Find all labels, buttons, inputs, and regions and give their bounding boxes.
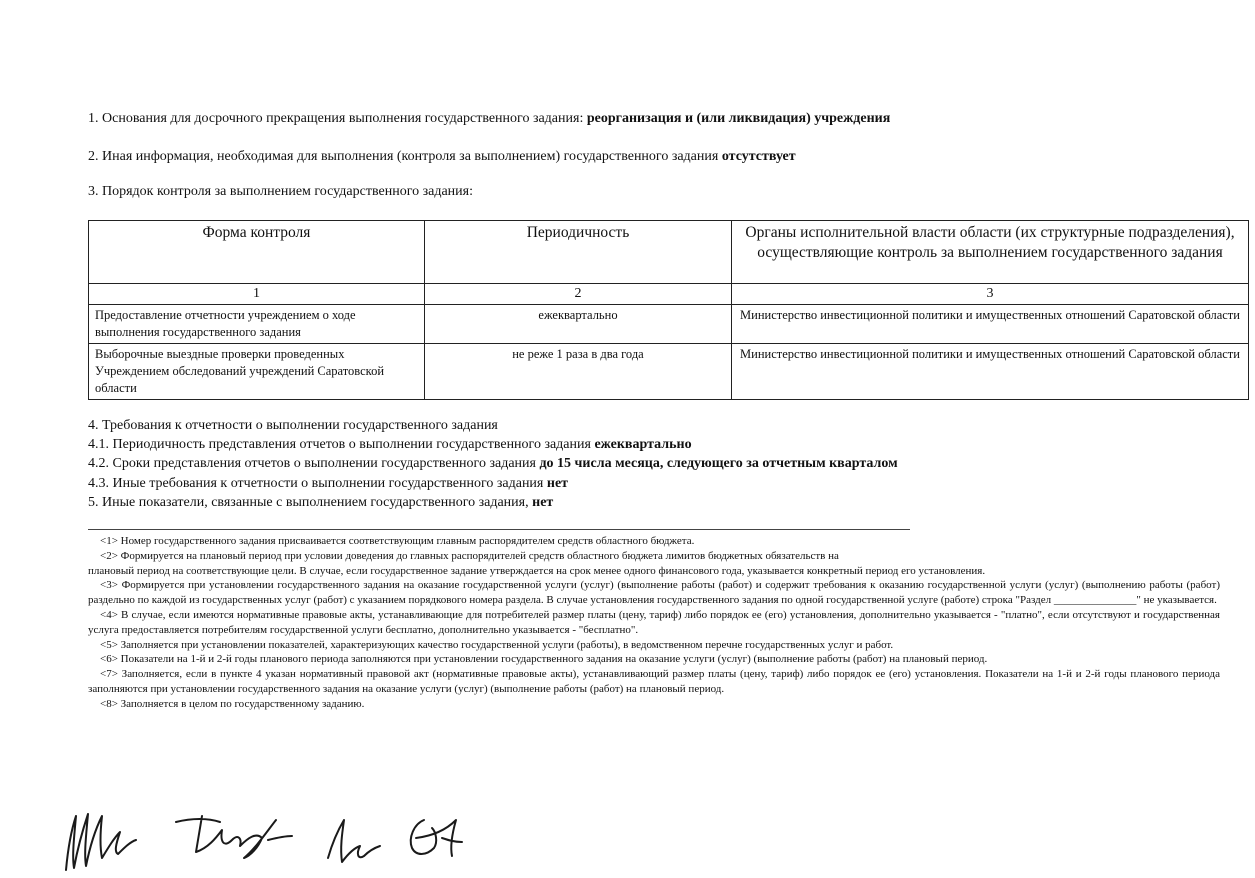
row-2-form: Выборочные выездные проверки проведенных Учреждением обследований учреждений Саратовской области bbox=[89, 344, 425, 400]
signature-1-image bbox=[58, 808, 140, 874]
requirement-4-1-text: 4.1. Периодичность представления отчетов о выполнении государственного задания bbox=[88, 437, 595, 453]
footnote-3: <3> Формируется при установлении государственного задания на оказание государственной услуги (услуг) (выполнение работы (работ) и содержит требования к оказанию государственной услуги (услуг) (выполнению работы (работ) раздельно по каждой из государственных услуг (работ) с указанием порядкового номера раздела. В случае установления государственного задания по одной государственной услуге (работе) строка "Раздел _______________" не указывается. bbox=[88, 579, 1220, 607]
section-2-value: отсутствует bbox=[721, 149, 796, 164]
table-row bbox=[89, 305, 1249, 344]
section-1-value: реорганизация и (или ликвидация) учреждения bbox=[586, 111, 891, 126]
requirement-5-text: 5. Иные показатели, связанные с выполнением государственного задания, bbox=[88, 494, 533, 510]
control-table bbox=[88, 220, 1249, 400]
requirement-5-value: нет bbox=[532, 494, 554, 510]
header-executive-bodies: Органы исполнительной власти области (их структурные подразделения), осуществляющие контроль за выполнением государственного задания bbox=[732, 221, 1249, 284]
requirement-4-2 bbox=[88, 454, 898, 473]
signature-2-image bbox=[172, 808, 297, 860]
requirement-5 bbox=[88, 493, 898, 512]
footnotes bbox=[88, 534, 1220, 712]
footnote-2: <2> Формируется на плановый период при условии доведения до главных распорядителей средств областного бюджета лимитов бюджетных обязательств на bbox=[100, 549, 839, 562]
requirement-4: 4. Требования к отчетности о выполнении государственного задания bbox=[88, 418, 498, 433]
requirement-4-2-text: 4.2. Сроки представления отчетов о выполнении государственного задания bbox=[88, 456, 540, 472]
section-3-title: 3. Порядок контроля за выполнением государственного задания: bbox=[88, 184, 473, 199]
footnote-4: <4> В случае, если имеются нормативные правовые акты, устанавливающие для потребителей размер платы (цену, тариф) либо порядок ее (его) установления, дополнительно указывается - "платно", если отсутствуют и государственная услуга предоставляется потребителям государственной услуги бесплатно, дополнительно указывается - "бесплатно". bbox=[88, 608, 1220, 636]
header-form-of-control: Форма контроля bbox=[89, 221, 425, 284]
signature-3-image bbox=[322, 808, 382, 870]
requirement-4-2-value: до 15 числа месяца, следующего за отчетным кварталом bbox=[539, 456, 898, 472]
requirement-4-1 bbox=[88, 435, 898, 454]
header-periodicity: Периодичность bbox=[425, 221, 732, 284]
requirement-4-3-value: нет bbox=[546, 475, 569, 491]
section-1-grounds bbox=[88, 110, 890, 128]
row-1-body: Министерство инвестиционной политики и имущественных отношений Саратовской области bbox=[732, 305, 1249, 344]
reporting-requirements bbox=[88, 416, 898, 512]
row-1-period: ежеквартально bbox=[425, 305, 732, 344]
section-2-text: 2. Иная информация, необходимая для выполнения (контроля за выполнением) государственного задания bbox=[88, 149, 722, 164]
column-number-3: 3 bbox=[732, 284, 1249, 305]
footnote-1: <1> Номер государственного задания присваивается соответствующим главным распорядителем средств областного бюджета. bbox=[100, 535, 695, 547]
footnote-8: <8> Заполняется в целом по государственному заданию. bbox=[100, 697, 365, 710]
row-2-period: не реже 1 раза в два года bbox=[425, 344, 732, 400]
footnote-6: <6> Показатели на 1-й и 2-й годы планового периода заполняются при установлении государственного задания на оказание услуги (услуг) (выполнение работы (работ) на плановый период. bbox=[100, 653, 988, 666]
footnote-2-continued: плановый период на соответствующие цели. В случае, если государственное задание утверждается на срок менее одного финансового года, указывается конкретный период его установления. bbox=[88, 564, 986, 577]
section-2-other-info bbox=[88, 148, 796, 166]
column-number-1: 1 bbox=[89, 284, 425, 305]
row-1-form: Предоставление отчетности учреждением о ходе выполнения государственного задания bbox=[89, 305, 425, 344]
section-1-text: 1. Основания для досрочного прекращения выполнения государственного задания: bbox=[88, 111, 587, 126]
requirement-4-3-text: 4.3. Иные требования к отчетности о выполнении государственного задания bbox=[88, 475, 547, 491]
row-2-body: Министерство инвестиционной политики и имущественных отношений Саратовской области bbox=[732, 344, 1249, 400]
signature-4-image bbox=[402, 808, 466, 868]
footnote-divider bbox=[88, 529, 910, 530]
requirement-4-3 bbox=[88, 474, 898, 493]
control-table-header-row bbox=[89, 221, 1249, 284]
table-row bbox=[89, 344, 1249, 400]
footnote-5: <5> Заполняется при установлении показателей, характеризующих качество государственной услуги (работы), в ведомственном перечне государственных услуг и работ. bbox=[100, 638, 894, 651]
column-number-2: 2 bbox=[425, 284, 732, 305]
footnote-7: <7> Заполняется, если в пункте 4 указан нормативный правовой акт (нормативные правовые акты), устанавливающий размер платы (цену, тариф) либо порядок ее (его) установления. Показатели на 1-й и 2-й годы планового периода заполняются при установлении государственного задания на оказание услуги (услуг) (выполнение работы (работ) на плановый период. bbox=[88, 668, 1220, 695]
control-table-number-row bbox=[89, 284, 1249, 305]
requirement-4-1-value: ежеквартально bbox=[594, 437, 692, 453]
